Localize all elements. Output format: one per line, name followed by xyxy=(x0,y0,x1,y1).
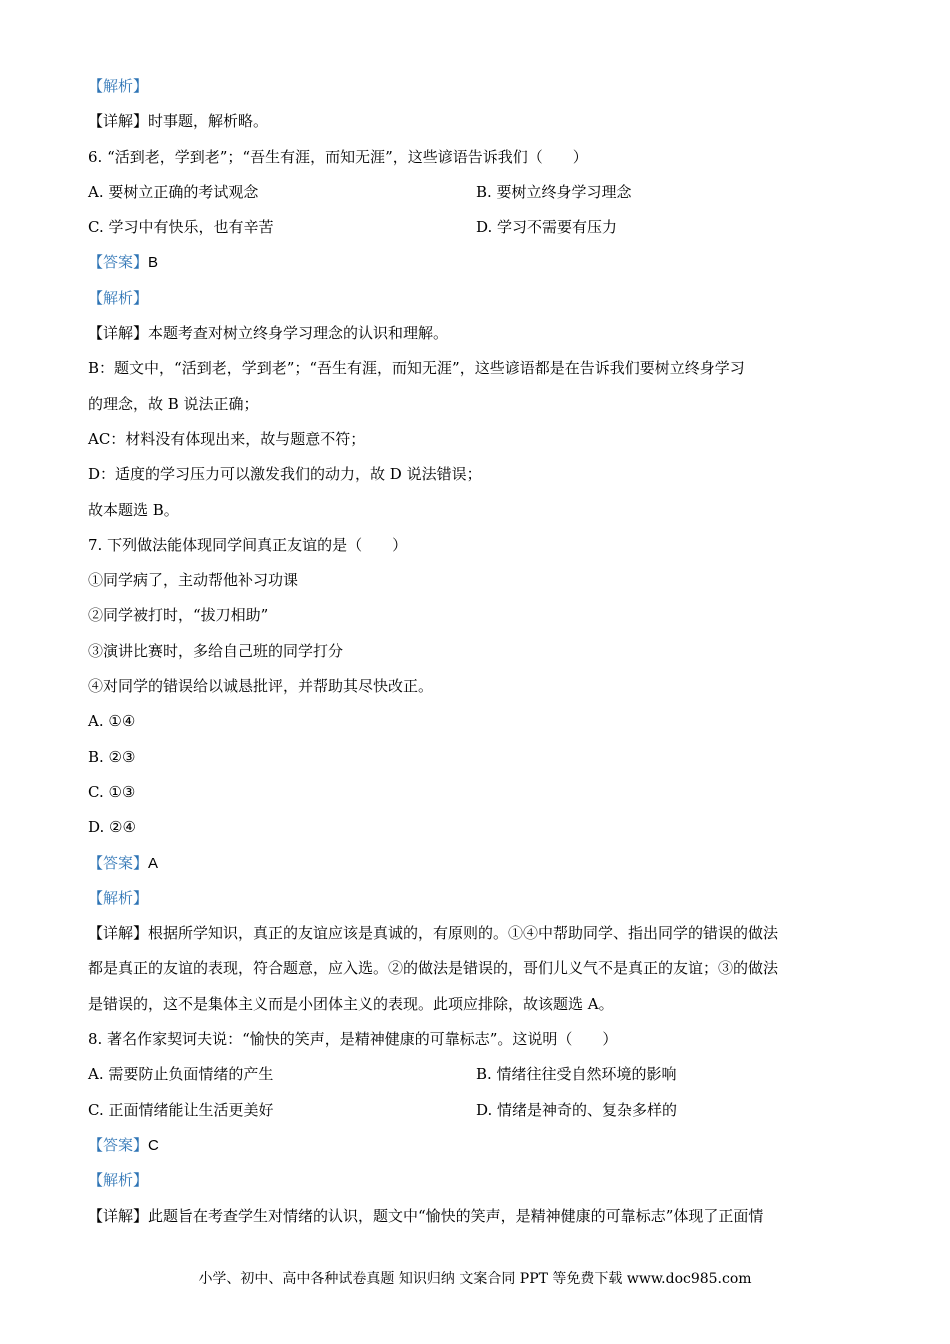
explanation-line: 是错误的，这不是集体主义而是小团体主义的表现。此项应排除，故该题选 A。 xyxy=(88,994,614,1013)
question-7-stem: 7. 下列做法能体现同学间真正友谊的是（ ） xyxy=(88,535,408,554)
detail-line xyxy=(88,108,878,143)
explanation-line: AC：材料没有体现出来，故与题意不符； xyxy=(88,429,366,448)
answer-label: 【答案】 xyxy=(88,1135,149,1154)
detail-line xyxy=(88,320,878,355)
analysis-heading xyxy=(88,1167,878,1202)
detail-label: 【详解】 xyxy=(88,1206,149,1225)
option-a: A. 需要防止负面情绪的产生 xyxy=(88,1065,274,1084)
detail-label: 【详解】 xyxy=(88,324,149,343)
analysis-label: 【解析】 xyxy=(88,288,149,307)
detail-line xyxy=(88,1203,878,1238)
analysis-label: 【解析】 xyxy=(88,1171,149,1190)
option-c: C. 正面情绪能让生活更美好 xyxy=(88,1100,274,1119)
analysis-heading xyxy=(88,73,878,108)
detail-label: 【详解】 xyxy=(88,924,149,943)
detail-text: 时事题，解析略。 xyxy=(148,112,269,131)
answer-line xyxy=(88,249,878,284)
statement-item: ④对同学的错误给以诚恳批评，并帮助其尽快改正。 xyxy=(88,677,434,696)
answer-line xyxy=(88,850,878,885)
page-footer: 小学、初中、高中各种试卷真题 知识归纳 文案合同 PPT 等免费下载 www.doc985.com xyxy=(198,1271,752,1287)
question-6-options-row-1 xyxy=(88,179,878,214)
explanation-line: 都是真正的友谊的表现，符合题意，应入选。②的做法是错误的，哥们儿义气不是真正的友谊；③的做法 xyxy=(88,959,779,978)
option-d: D. ②④ xyxy=(88,818,136,837)
statement-item: ①同学病了，主动帮他补习功课 xyxy=(88,571,299,590)
detail-text: 此题旨在考查学生对情绪的认识，题文中“愉快的笑声，是精神健康的可靠标志”体现了正面情 xyxy=(148,1206,764,1225)
option-b: B. 情绪往往受自然环境的影响 xyxy=(476,1065,677,1084)
option-c: C. 学习中有快乐，也有辛苦 xyxy=(88,218,274,237)
explanation-line: D：适度的学习压力可以激发我们的动力，故 D 说法错误； xyxy=(88,465,482,484)
option-b: B. ②③ xyxy=(88,747,136,766)
explanation-line: B：题文中，“活到老，学到老”；“吾生有涯，而知无涯”，这些谚语都是在告诉我们要树立终身学习 xyxy=(88,359,745,378)
detail-text: 本题考查对树立终身学习理念的认识和理解。 xyxy=(148,324,449,343)
answer-line xyxy=(88,1132,878,1167)
question-6-options-row-2 xyxy=(88,214,878,249)
question-8-options-row-2 xyxy=(88,1097,878,1132)
document-body xyxy=(88,73,878,1238)
option-a: A. ①④ xyxy=(88,712,136,731)
option-d: D. 学习不需要有压力 xyxy=(476,218,618,237)
explanation-line: 故本题选 B。 xyxy=(88,500,179,519)
question-6-stem: 6. “活到老，学到老”；“吾生有涯，而知无涯”，这些谚语告诉我们（ ） xyxy=(88,147,588,166)
analysis-label: 【解析】 xyxy=(88,77,149,95)
answer-label: 【答案】 xyxy=(88,253,149,272)
option-b: B. 要树立终身学习理念 xyxy=(476,182,632,201)
statement-item: ②同学被打时，“拔刀相助” xyxy=(88,606,269,625)
detail-line xyxy=(88,920,878,955)
answer-value: B xyxy=(148,254,159,272)
question-8-stem: 8. 著名作家契诃夫说：“愉快的笑声，是精神健康的可靠标志”。这说明（ ） xyxy=(88,1030,618,1049)
answer-label: 【答案】 xyxy=(88,853,149,872)
statement-item: ③演讲比赛时，多给自己班的同学打分 xyxy=(88,641,344,660)
detail-text: 根据所学知识，真正的友谊应该是真诚的，有原则的。①④中帮助同学、指出同学的错误的做法 xyxy=(148,924,779,943)
explanation-line: 的理念，故 B 说法正确； xyxy=(88,394,259,413)
analysis-heading xyxy=(88,885,878,920)
analysis-heading xyxy=(88,285,878,320)
option-d: D. 情绪是神奇的、复杂多样的 xyxy=(476,1100,678,1119)
option-c: C. ①③ xyxy=(88,782,136,801)
answer-value: A xyxy=(148,854,159,872)
detail-label: 【详解】 xyxy=(88,112,149,131)
question-8-options-row-1 xyxy=(88,1061,878,1096)
answer-value: C xyxy=(148,1136,159,1154)
analysis-label: 【解析】 xyxy=(88,888,149,907)
option-a: A. 要树立正确的考试观念 xyxy=(88,182,259,201)
